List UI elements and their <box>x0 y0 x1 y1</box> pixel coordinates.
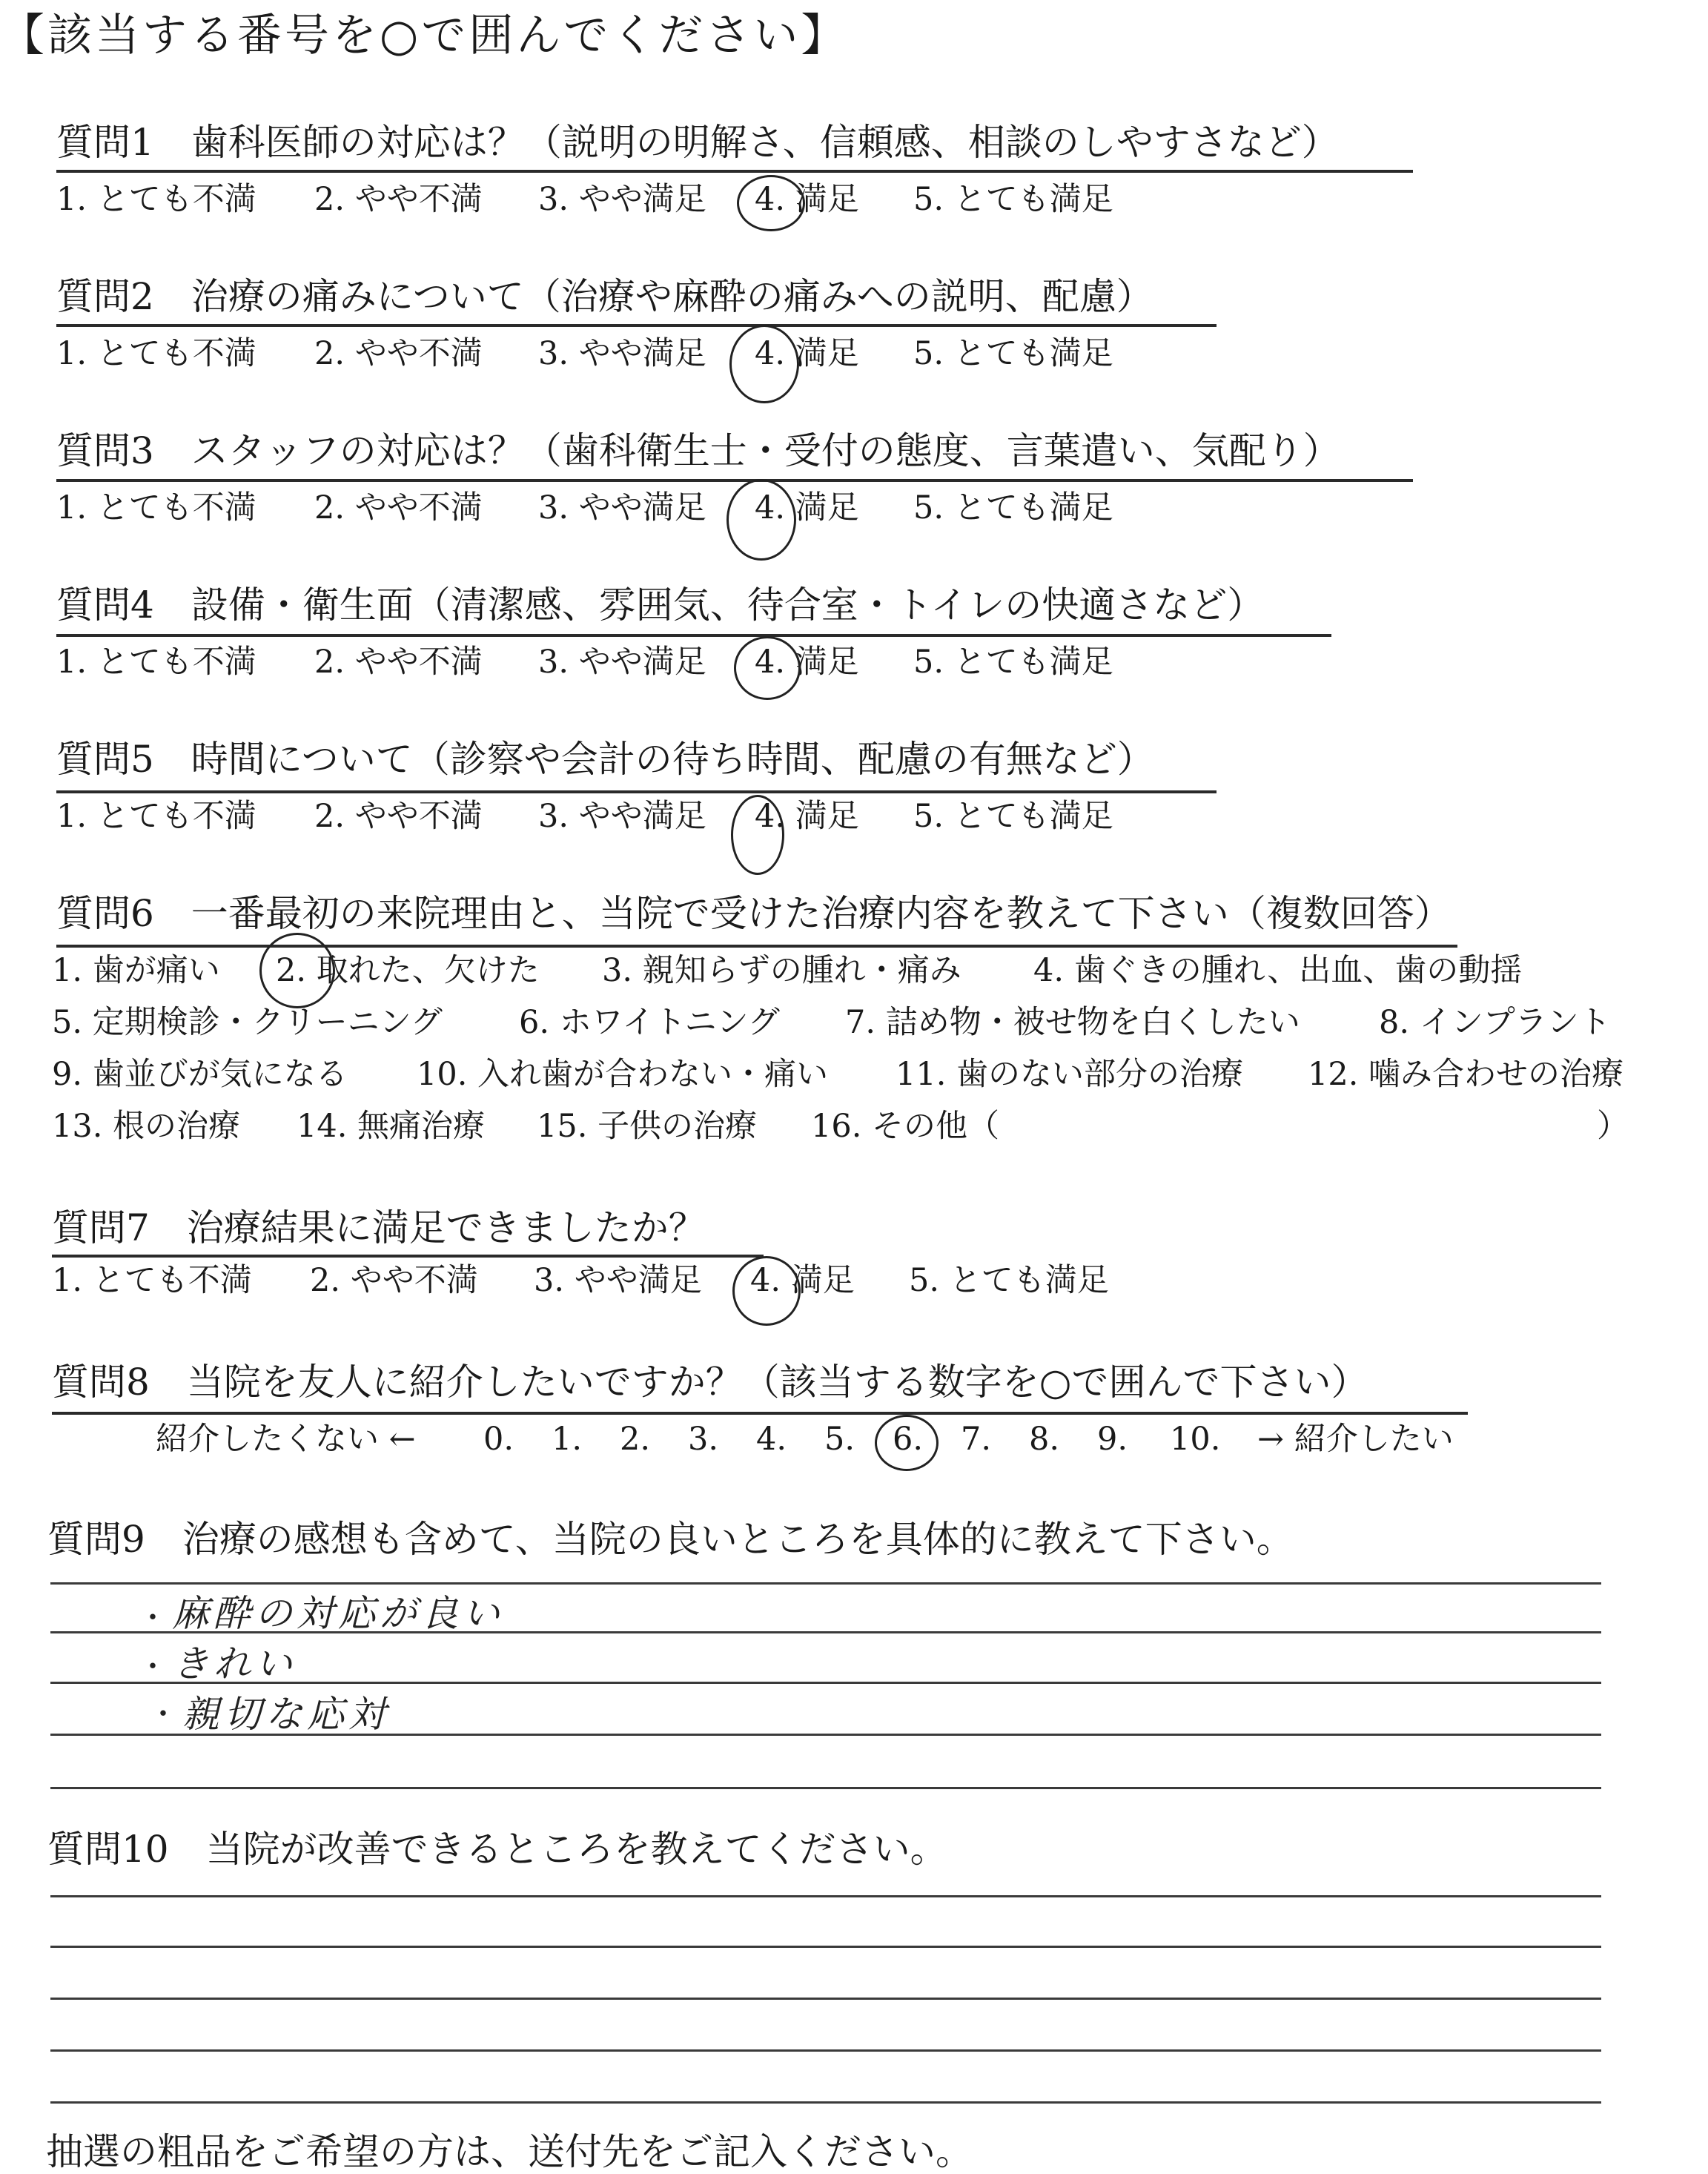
question-2-title: 質問2 治療の痛みについて（治療や麻酔の痛みへの説明、配慮） <box>56 275 1153 318</box>
q6-option-11[interactable]: 11. 歯のない部分の治療 <box>896 1056 1244 1093</box>
q8-option-10[interactable]: 10. <box>1170 1421 1221 1458</box>
q6-option-1[interactable]: 1. 歯が痛い <box>52 952 220 989</box>
q3-option-4[interactable]: 4. 満足 <box>755 489 859 526</box>
q8-option-8[interactable]: 8. <box>1029 1421 1060 1458</box>
question-3-underline <box>56 479 1413 482</box>
question-4-underline <box>56 634 1331 637</box>
question-1-underline <box>56 170 1413 173</box>
q10-line-2[interactable] <box>50 1946 1601 1948</box>
q7-option-4[interactable]: 4. 満足 <box>750 1262 855 1299</box>
q6-option-6[interactable]: 6. ホワイトニング <box>519 1004 780 1041</box>
q8-option-6[interactable]: 6. <box>893 1421 924 1458</box>
q10-line-3[interactable] <box>50 1998 1601 2000</box>
q8-option-3[interactable]: 3. <box>688 1421 719 1458</box>
q9-bullet: ・ <box>148 1697 178 1731</box>
question-10-title: 質問10 当院が改善できるところを教えてください。 <box>47 1828 947 1871</box>
q6-option-12[interactable]: 12. 噛み合わせの治療 <box>1308 1056 1624 1093</box>
q2-option-3[interactable]: 3. やや満足 <box>538 335 706 372</box>
q6-option-7[interactable]: 7. 詰め物・被せ物を白くしたい <box>845 1004 1300 1041</box>
q5-selected-circle <box>731 795 784 875</box>
q3-option-1[interactable]: 1. とても不満 <box>56 489 256 526</box>
q6-option-10[interactable]: 10. 入れ歯が合わない・痛い <box>417 1056 829 1093</box>
q5-option-4[interactable]: 4. 満足 <box>755 798 859 835</box>
question-6-title: 質問6 一番最初の来院理由と、当院で受けた治療内容を教えて下さい（複数回答） <box>56 892 1452 935</box>
q6-option-14[interactable]: 14. 無痛治療 <box>297 1108 486 1145</box>
q9-handwritten-answer: 親切な応対 <box>182 1693 390 1736</box>
q5-option-1[interactable]: 1. とても不満 <box>56 798 256 835</box>
q8-right-label: → 紹介したい <box>1257 1421 1454 1458</box>
q5-option-3[interactable]: 3. やや満足 <box>538 798 706 835</box>
form-heading: 【該当する番号を○で囲んでください】 <box>0 10 849 62</box>
q3-option-5[interactable]: 5. とても満足 <box>913 489 1113 526</box>
q2-selected-circle <box>729 325 799 403</box>
q9-bullet: ・ <box>138 1601 168 1635</box>
q6-option-9[interactable]: 9. 歯並びが気になる <box>52 1056 348 1093</box>
q8-option-5[interactable]: 5. <box>824 1421 855 1458</box>
q9-line-5[interactable] <box>50 1787 1601 1789</box>
question-3-title: 質問3 スタッフの対応は？（歯科衛生士・受付の態度、言葉遣い、気配り） <box>56 429 1340 472</box>
q2-option-1[interactable]: 1. とても不満 <box>56 335 256 372</box>
q2-option-4[interactable]: 4. 満足 <box>755 335 859 372</box>
question-2-underline <box>56 324 1217 327</box>
q9-handwritten-answer: 麻酔の対応が良い <box>172 1592 504 1635</box>
q8-option-1[interactable]: 1. <box>552 1421 583 1458</box>
q1-option-5[interactable]: 5. とても満足 <box>913 181 1113 218</box>
q8-option-0[interactable]: 0. <box>483 1421 514 1458</box>
q4-option-3[interactable]: 3. やや満足 <box>538 644 706 681</box>
q6-option-3[interactable]: 3. 親知らずの腫れ・痛み <box>602 952 961 989</box>
q3-option-2[interactable]: 2. やや不満 <box>314 489 483 526</box>
q5-option-5[interactable]: 5. とても満足 <box>913 798 1113 835</box>
q8-selected-circle <box>875 1415 939 1471</box>
q7-option-2[interactable]: 2. やや不満 <box>310 1262 478 1299</box>
q8-option-7[interactable]: 7. <box>961 1421 992 1458</box>
q10-line-5[interactable] <box>50 2101 1601 2104</box>
question-8-underline <box>52 1412 1468 1415</box>
question-5-title: 質問5 時間について（診察や会計の待ち時間、配慮の有無など） <box>56 738 1154 781</box>
q7-option-1[interactable]: 1. とても不満 <box>52 1262 252 1299</box>
q4-option-2[interactable]: 2. やや不満 <box>314 644 483 681</box>
q6-option-16[interactable]: 16. その他（ <box>811 1108 1000 1145</box>
q6-option-4[interactable]: 4. 歯ぐきの腫れ、出血、歯の動揺 <box>1033 952 1523 989</box>
question-5-underline <box>56 790 1217 793</box>
q6-option-15[interactable]: 15. 子供の治療 <box>537 1108 758 1145</box>
q8-option-9[interactable]: 9. <box>1097 1421 1128 1458</box>
q7-selected-circle <box>732 1256 801 1326</box>
q4-option-5[interactable]: 5. とても満足 <box>913 644 1113 681</box>
q10-line-1[interactable] <box>50 1895 1601 1897</box>
question-7-underline <box>52 1255 764 1258</box>
q2-option-2[interactable]: 2. やや不満 <box>314 335 483 372</box>
q1-option-4[interactable]: 4. 満足 <box>755 181 859 218</box>
q1-option-1[interactable]: 1. とても不満 <box>56 181 256 218</box>
q4-selected-circle <box>734 636 801 700</box>
q6-option-5[interactable]: 5. 定期検診・クリーニング <box>52 1004 443 1041</box>
q10-line-4[interactable] <box>50 2049 1601 2052</box>
question-7-title: 質問7 治療結果に満足できましたか？ <box>52 1206 706 1249</box>
q8-left-label: 紹介したくない ← <box>156 1421 416 1458</box>
question-1-title: 質問1 歯科医師の対応は？（説明の明解さ、信頼感、相談のしやすさなど） <box>56 121 1339 164</box>
q1-option-2[interactable]: 2. やや不満 <box>314 181 483 218</box>
footer-note: 抽選の粗品をご希望の方は、送付先をご記入ください。 <box>46 2130 973 2173</box>
question-4-title: 質問4 設備・衛生面（清潔感、雰囲気、待合室・トイレの快適さなど） <box>56 584 1265 627</box>
q6-other-close-paren: ） <box>1597 1108 1629 1145</box>
q2-option-5[interactable]: 5. とても満足 <box>913 335 1113 372</box>
q6-option-13[interactable]: 13. 根の治療 <box>52 1108 241 1145</box>
q7-option-5[interactable]: 5. とても満足 <box>909 1262 1109 1299</box>
q4-option-1[interactable]: 1. とても不満 <box>56 644 256 681</box>
q8-option-4[interactable]: 4. <box>756 1421 787 1458</box>
q3-option-3[interactable]: 3. やや満足 <box>538 489 706 526</box>
q6-option-2[interactable]: 2. 取れた、欠けた <box>276 952 540 989</box>
q1-selected-circle <box>737 175 805 231</box>
q9-bullet: ・ <box>138 1650 168 1684</box>
question-9-title: 質問9 治療の感想も含めて、当院の良いところを具体的に教えて下さい。 <box>47 1518 1294 1561</box>
q5-option-2[interactable]: 2. やや不満 <box>314 798 483 835</box>
q6-selected-circle <box>259 933 335 1008</box>
q8-option-2[interactable]: 2. <box>620 1421 651 1458</box>
question-8-title: 質問8 当院を友人に紹介したいですか？（該当する数字を○で囲んで下さい） <box>52 1361 1368 1404</box>
q1-option-3[interactable]: 3. やや満足 <box>538 181 706 218</box>
q7-option-3[interactable]: 3. やや満足 <box>534 1262 702 1299</box>
q4-option-4[interactable]: 4. 満足 <box>755 644 859 681</box>
q3-selected-circle <box>726 479 796 561</box>
q9-handwritten-answer: きれい <box>172 1642 297 1685</box>
q6-option-8[interactable]: 8. インプラント <box>1379 1004 1611 1041</box>
